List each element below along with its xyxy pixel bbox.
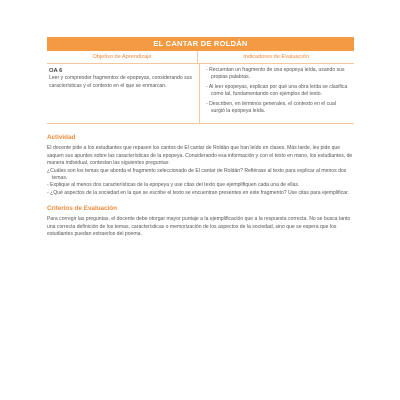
page-title: EL CANTAR DE ROLDÁN [47,37,354,51]
activity-heading: Actividad [47,134,76,142]
question-item [47,190,354,197]
bullet: - [47,189,49,196]
question-text: ¿Qué aspectos de la sociedad en la que se escribe el texto se encuentran presentes en este fragmento? Use citas para ejemplificar. [50,189,349,196]
question-item: ¿Cuáles son los temas que aborda el fragmento seleccionado de El cantar de Roldán? Refiérase al texto para explicar al menos dos temas. [47,167,347,182]
bullet: - [206,67,208,73]
objective-cell [47,64,200,123]
indicator-text: Al leer epopeyas, explican por qué una obra leída se clasifica como tal, fundamentando con ejemplos del texto. [208,83,348,98]
indicator-item [206,84,351,99]
question-item [47,182,354,189]
indicator-item [206,101,351,116]
evaluation-sheet [47,37,354,242]
objective-code: OA 6 [49,68,63,74]
bullet: - [47,182,49,189]
spacer [47,239,354,242]
indicator-text: Recuentan un fragmento de una epopeya leída, usando sus propias palabras. [209,67,345,81]
objective-text: Leer y comprender fragmentos de epopeyas, considerando sus características y el contexto en el que se enmarcan. [49,75,192,89]
indicator-item [206,67,351,82]
question-text: Explique al menos dos características de la epopeya y use citas del texto que ejemplifiquen cada una de ellas. [50,182,300,189]
table-header [47,51,354,64]
table-row [47,64,354,124]
objective-column-header: Objetivo de Aprendizaje [47,51,198,63]
criteria-heading: Criterios de Evaluación [47,205,117,213]
bullet: - [206,100,208,107]
indicators-cell [200,64,354,123]
bullet: - [206,83,208,90]
criteria-text: Para corregir las preguntas, el docente debe otorgar mayor puntaje a la ejemplificación que a la respuesta correcta. No se busca tanto una correcta definición de los temas, características o memorización de los aspectos de la sociedad, sino que se espera que los estudiantes puedan extraerlos del poema. [47,216,351,238]
indicator-text: Describen, en términos generales, el contexto en el cual surgió la epopeya leída. [209,100,336,115]
activity-intro: El docente pide a los estudiantes que repasen los cantos de El cantar de Roldán que han leído en clases. Más tarde, les pide que saquen sus apuntes sobre las características de la epopeya. Considerando esa información y con el texto en mano, los estudiantes, de manera individual, contestan las siguientes preguntas: [47,145,353,167]
indicators-column-header: Indicadores de Evaluación [243,54,309,60]
